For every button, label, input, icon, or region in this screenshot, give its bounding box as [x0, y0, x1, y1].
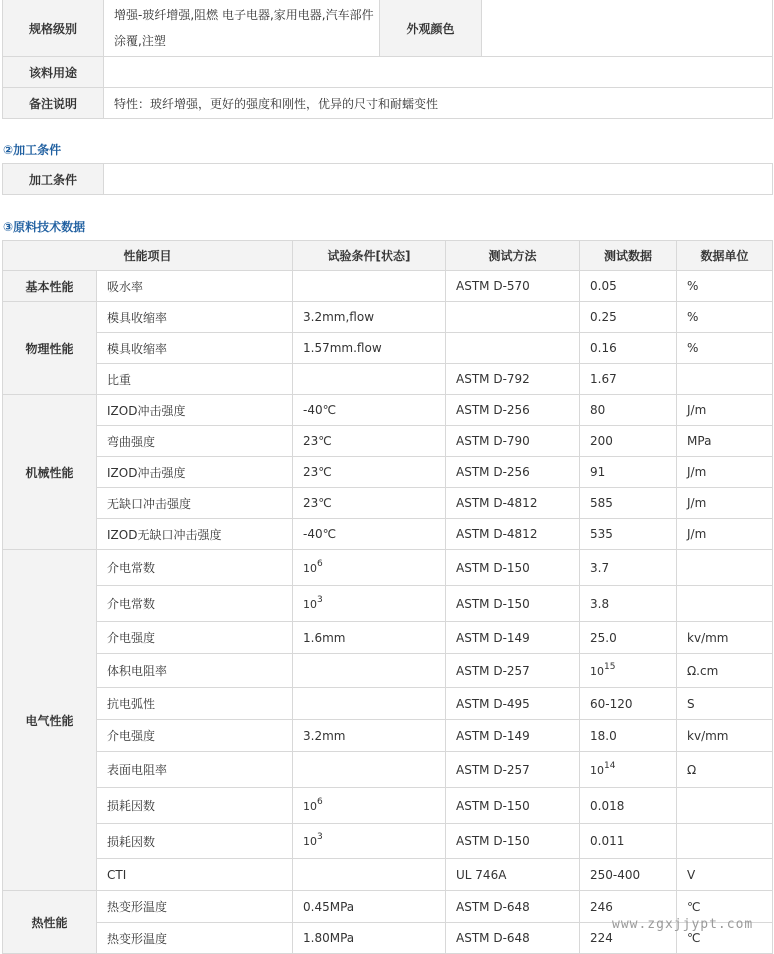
value-cell: 0.05: [580, 271, 677, 302]
condition-cell: 1.80MPa: [293, 923, 446, 954]
method-cell: ASTM D-150: [446, 788, 580, 824]
note-label: 备注说明: [3, 88, 104, 119]
item-cell: 表面电阻率: [97, 752, 293, 788]
condition-cell: 0.45MPa: [293, 891, 446, 923]
grade-value: 增强-玻纤增强,阻燃 电子电器,家用电器,汽车部件 涂覆,注塑: [104, 0, 380, 57]
unit-cell: [677, 788, 773, 824]
method-cell: ASTM D-792: [446, 364, 580, 395]
condition-cell: [293, 824, 446, 859]
condition-cell: -40℃: [293, 395, 446, 426]
color-label: 外观颜色: [380, 0, 482, 57]
method-cell: ASTM D-150: [446, 550, 580, 586]
condition-cell: [293, 788, 446, 824]
method-cell: ASTM D-4812: [446, 519, 580, 550]
grade-label: 规格级别: [3, 0, 104, 57]
value-cell: 3.7: [580, 550, 677, 586]
table-row: [3, 550, 773, 586]
condition-cell-exponent: 6: [317, 796, 323, 807]
method-cell: ASTM D-4812: [446, 488, 580, 519]
method-cell: ASTM D-257: [446, 654, 580, 688]
unit-cell: ℃: [677, 923, 773, 954]
unit-cell: Ω: [677, 752, 773, 788]
value-cell: 0.25: [580, 302, 677, 333]
header-item: 性能项目: [3, 241, 293, 271]
category-cell: 基本性能: [3, 271, 97, 302]
watermark: www.zgxjjypt.com: [612, 917, 754, 932]
table-row: [3, 333, 773, 364]
condition-cell: [293, 688, 446, 720]
value-cell: 250-400: [580, 859, 677, 891]
item-cell: 介电常数: [97, 586, 293, 622]
tech-data-table: [2, 240, 773, 954]
category-cell: 电气性能: [3, 550, 97, 891]
value-cell: 535: [580, 519, 677, 550]
category-cell: 机械性能: [3, 395, 97, 550]
item-cell: 模具收缩率: [97, 333, 293, 364]
unit-cell: J/m: [677, 519, 773, 550]
processing-value: [104, 164, 773, 195]
method-cell: ASTM D-150: [446, 586, 580, 622]
color-value: [482, 0, 773, 57]
condition-cell: 1.57mm.flow: [293, 333, 446, 364]
unit-cell: S: [677, 688, 773, 720]
item-cell: 损耗因数: [97, 788, 293, 824]
value-cell: 0.018: [580, 788, 677, 824]
method-cell: ASTM D-648: [446, 891, 580, 923]
unit-cell: %: [677, 271, 773, 302]
value-cell: 3.8: [580, 586, 677, 622]
value-cell: 25.0: [580, 622, 677, 654]
spec-table: [2, 0, 773, 119]
category-cell: 热性能: [3, 891, 97, 954]
item-cell: 模具收缩率: [97, 302, 293, 333]
header-value: 测试数据: [580, 241, 677, 271]
item-cell: 抗电弧性: [97, 688, 293, 720]
method-cell: UL 746A: [446, 859, 580, 891]
method-cell: ASTM D-150: [446, 824, 580, 859]
table-row: [3, 364, 773, 395]
item-cell: 介电强度: [97, 720, 293, 752]
unit-cell: MPa: [677, 426, 773, 457]
unit-cell: [677, 824, 773, 859]
table-row: [3, 654, 773, 688]
condition-cell: [293, 586, 446, 622]
header-method: 测试方法: [446, 241, 580, 271]
value-cell: 18.0: [580, 720, 677, 752]
condition-cell: [293, 271, 446, 302]
condition-cell: -40℃: [293, 519, 446, 550]
value-cell: 246: [580, 891, 677, 923]
item-cell: 介电强度: [97, 622, 293, 654]
condition-cell: [293, 752, 446, 788]
table-row: [3, 752, 773, 788]
method-cell: ASTM D-648: [446, 923, 580, 954]
unit-cell: J/m: [677, 457, 773, 488]
unit-cell: ℃: [677, 891, 773, 923]
table-row: [3, 824, 773, 859]
table-row: [3, 622, 773, 654]
item-cell: 体积电阻率: [97, 654, 293, 688]
condition-cell-exponent: 3: [317, 832, 323, 842]
unit-cell: J/m: [677, 488, 773, 519]
processing-row: [3, 164, 773, 195]
item-cell: 吸水率: [97, 271, 293, 302]
table-row: [3, 457, 773, 488]
header-unit: 数据单位: [677, 241, 773, 271]
table-row: [3, 586, 773, 622]
item-cell: 无缺口冲击强度: [97, 488, 293, 519]
value-cell-exponent: 15: [604, 661, 616, 672]
item-cell: 介电常数: [97, 550, 293, 586]
table-row: [3, 688, 773, 720]
processing-label: 加工条件: [3, 164, 104, 195]
condition-cell: [293, 859, 446, 891]
condition-cell-exponent: 6: [317, 558, 323, 569]
item-cell: 损耗因数: [97, 824, 293, 859]
table-row: [3, 788, 773, 824]
method-cell: ASTM D-149: [446, 720, 580, 752]
condition-cell: [293, 364, 446, 395]
value-cell: 200: [580, 426, 677, 457]
item-cell: 弯曲强度: [97, 426, 293, 457]
header-condition: 试验条件[状态]: [293, 241, 446, 271]
value-cell: 80: [580, 395, 677, 426]
condition-cell: [293, 550, 446, 586]
value-cell: 224: [580, 923, 677, 954]
table-row: [3, 426, 773, 457]
condition-cell-exponent: 3: [317, 594, 323, 605]
condition-cell: 23℃: [293, 488, 446, 519]
usage-value: [104, 57, 773, 88]
tech-data-section-title: ③原料技术数据: [3, 220, 86, 234]
condition-cell-base: 10: [303, 799, 318, 813]
value-cell-base: 10: [590, 763, 605, 777]
unit-cell: J/m: [677, 395, 773, 426]
category-cell: 物理性能: [3, 302, 97, 395]
value-cell-exponent: 14: [604, 760, 616, 771]
note-value: 特性：玻纤增强，更好的强度和刚性，优异的尺寸和耐蠕变性: [104, 88, 773, 119]
condition-cell: 3.2mm: [293, 720, 446, 752]
method-cell: ASTM D-570: [446, 271, 580, 302]
method-cell: ASTM D-790: [446, 426, 580, 457]
unit-cell: V: [677, 859, 773, 891]
value-cell: 1.67: [580, 364, 677, 395]
unit-cell: kv/mm: [677, 720, 773, 752]
value-cell: 0.16: [580, 333, 677, 364]
method-cell: ASTM D-256: [446, 457, 580, 488]
item-cell: IZOD冲击强度: [97, 457, 293, 488]
condition-cell-base: 10: [303, 597, 318, 611]
method-cell: [446, 333, 580, 364]
unit-cell: [677, 550, 773, 586]
unit-cell: [677, 364, 773, 395]
item-cell: IZOD冲击强度: [97, 395, 293, 426]
table-row: [3, 302, 773, 333]
value-cell-base: 10: [590, 664, 605, 678]
unit-cell: kv/mm: [677, 622, 773, 654]
method-cell: ASTM D-495: [446, 688, 580, 720]
value-cell: [580, 654, 677, 688]
unit-cell: %: [677, 302, 773, 333]
spec-row-usage: [3, 57, 773, 88]
processing-table: [2, 163, 773, 195]
table-row: [3, 720, 773, 752]
value-cell: [580, 752, 677, 788]
unit-cell: [677, 586, 773, 622]
condition-cell: 23℃: [293, 457, 446, 488]
table-row: [3, 395, 773, 426]
tech-header-row: [3, 241, 773, 271]
value-cell: 0.011: [580, 824, 677, 859]
item-cell: IZOD无缺口冲击强度: [97, 519, 293, 550]
method-cell: ASTM D-149: [446, 622, 580, 654]
table-row: [3, 271, 773, 302]
item-cell: 热变形温度: [97, 891, 293, 923]
value-cell: 585: [580, 488, 677, 519]
value-cell: 60-120: [580, 688, 677, 720]
value-cell: 91: [580, 457, 677, 488]
item-cell: 比重: [97, 364, 293, 395]
condition-cell: 3.2mm,flow: [293, 302, 446, 333]
item-cell: CTI: [97, 859, 293, 891]
processing-section-title: ②加工条件: [3, 143, 62, 157]
unit-cell: %: [677, 333, 773, 364]
table-row: [3, 488, 773, 519]
method-cell: [446, 302, 580, 333]
table-row: [3, 519, 773, 550]
condition-cell: 1.6mm: [293, 622, 446, 654]
method-cell: ASTM D-257: [446, 752, 580, 788]
usage-label: 该料用途: [3, 57, 104, 88]
item-cell: 热变形温度: [97, 923, 293, 954]
condition-cell: 23℃: [293, 426, 446, 457]
condition-cell-base: 10: [303, 561, 318, 575]
condition-cell: [293, 654, 446, 688]
method-cell: ASTM D-256: [446, 395, 580, 426]
spec-row-grade: [3, 0, 773, 57]
condition-cell-base: 10: [303, 835, 318, 848]
spec-row-note: [3, 88, 773, 119]
unit-cell: Ω.cm: [677, 654, 773, 688]
table-row: [3, 859, 773, 891]
